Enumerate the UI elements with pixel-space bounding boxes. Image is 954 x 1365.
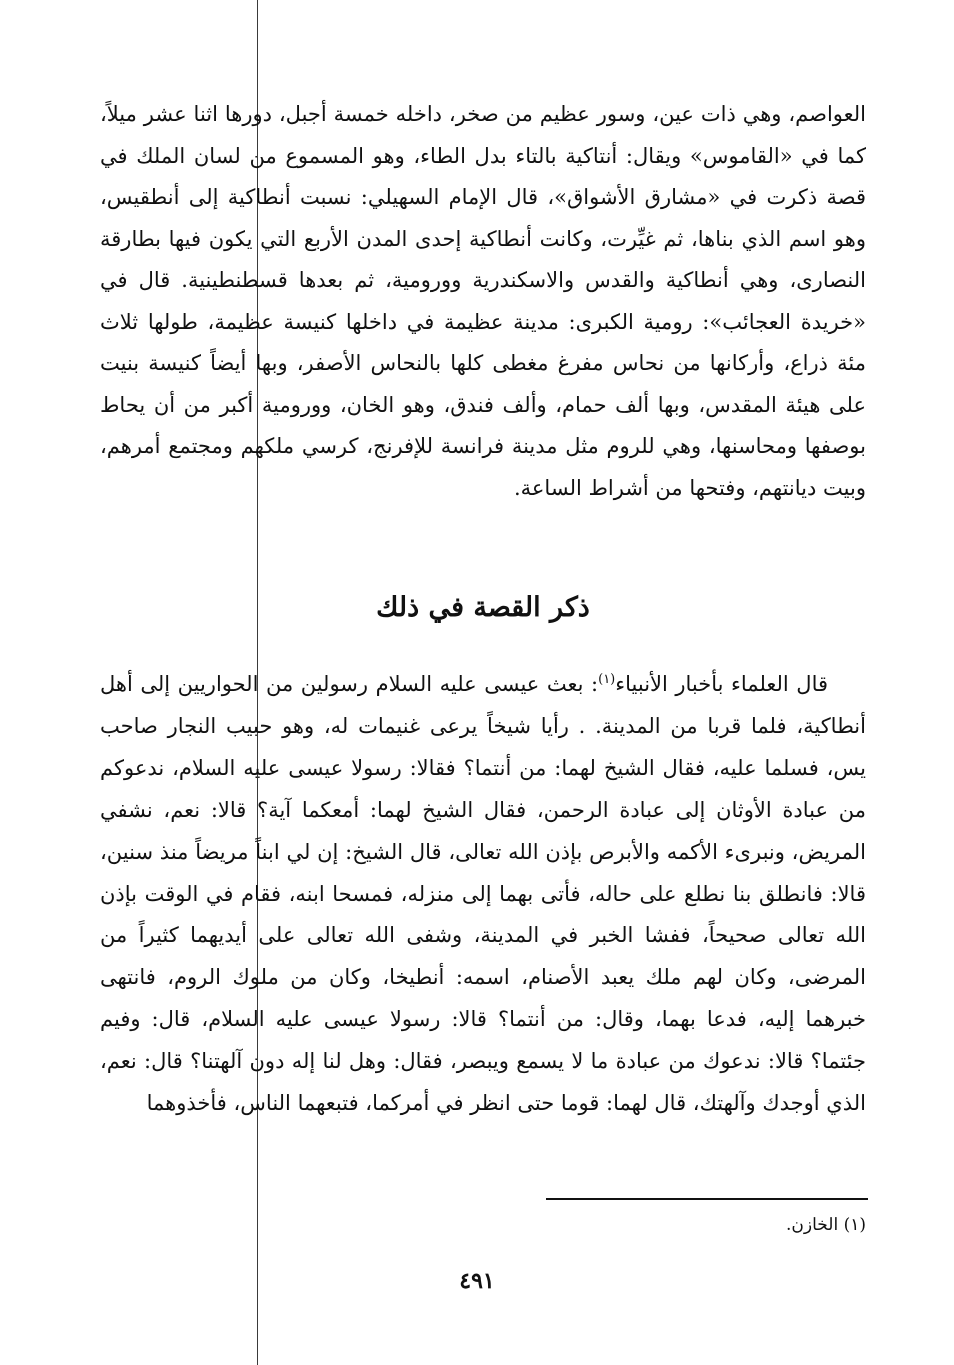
body-paragraph-1: العواصم، وهي ذات عين، وسور عظيم من صخر، داخله خمسة أجبل، دورها اثنا عشر ميلاً، كما في «القاموس» ويقال: أنتاكية بالتاء بدل الطاء، وهو المسموع من لسان الملك في قصة ذكرت في «مشارق الأشواق»، قال الإمام السهيلي: نسبت أنطاكية إلى أنطقيس، وهو اسم الذي بناها، ثم غيِّرت، وكانت أنطاكية إحدى المدن الأربع التي يكون فيها بطارقة النصارى، وهي أنطاكية والقدس والاسكندرية وورومية، ثم بعدها قسطنطينية. قال في «خريدة العجائب»: رومية الكبرى: مدينة عظيمة في داخلها كنيسة عظيمة، طولها ثلاث مئة ذراع، وأركانها من نحاس مفرغ مغطى كلها بالنحاس الأصفر، وبها أيضاً كنيسة بنيت على هيئة المقدس، وبها ألف حمام، وألف فندق، وهو الخان، وورومية أكبر من أن يحاط بوصفها ومحاسنها، وهي للروم مثل مدينة فرانسة للإفرنج، كرسي ملكهم ومجتمع أمرهم، وبيت ديانتهم، وفتحها من أشراط الساعة. — [100, 102, 866, 500]
page-number: ٤٩١ — [459, 1268, 495, 1294]
body-paragraph-2 — [100, 664, 866, 1125]
paragraph-2-intro: قال العلماء بأخبار الأنبياء — [615, 672, 829, 696]
footnote: (١) الخازن. — [786, 1215, 866, 1235]
footnote-reference: (١) — [598, 672, 616, 687]
paragraph-2-body: : بعث عيسى عليه السلام رسولين من الحواريين إلى أهل أنطاكية، فلما قربا من المدينة. . رأيا شيخاً يرعى غنيمات له، وهو حبيب النجار صاحب يس، فسلما عليه، فقال الشيخ لهما: من أنتما؟ فقالا: رسولا عيسى عليه السلام، ندعوكم من عبادة الأوثان إلى عبادة الرحمن، فقال الشيخ لهما: أمعكما آية؟ قالا: نعم، نشفي المريض، ونبرىء الأكمه والأبرص بإذن الله تعالى، قال الشيخ: إن لي ابناً مريضاً منذ سنين، قالا: فانطلق بنا نطلع على حاله، فأتى بهما إلى منزله، فمسحا ابنه، فقام في الوقت بإذن الله تعالى صحيحاً، ففشا الخبر في المدينة، وشفى الله تعالى على أيديهما كثيراً من المرضى، وكان لهم ملك يعبد الأصنام، اسمه: أنطيخا، وكان من ملوك الروم، فانتهى خبرهما إليه، فدعا بهما، وقال: من أنتما؟ قالا: رسولا عيسى عليه السلام، قال: وفيم جئتما؟ قالا: ندعوك من عبادة ما لا يسمع ويبصر، فقال: وهل لنا إله دون آلهتنا؟ قال: نعم، الذي أوجدك وآلهتك، قال لهما: قوما حتى انظر في أمركما، فتبعهما الناس، فأخذوهما — [100, 672, 866, 1116]
footnote-separator — [546, 1198, 868, 1200]
section-heading: ذكر القصة في ذلك — [376, 592, 590, 623]
